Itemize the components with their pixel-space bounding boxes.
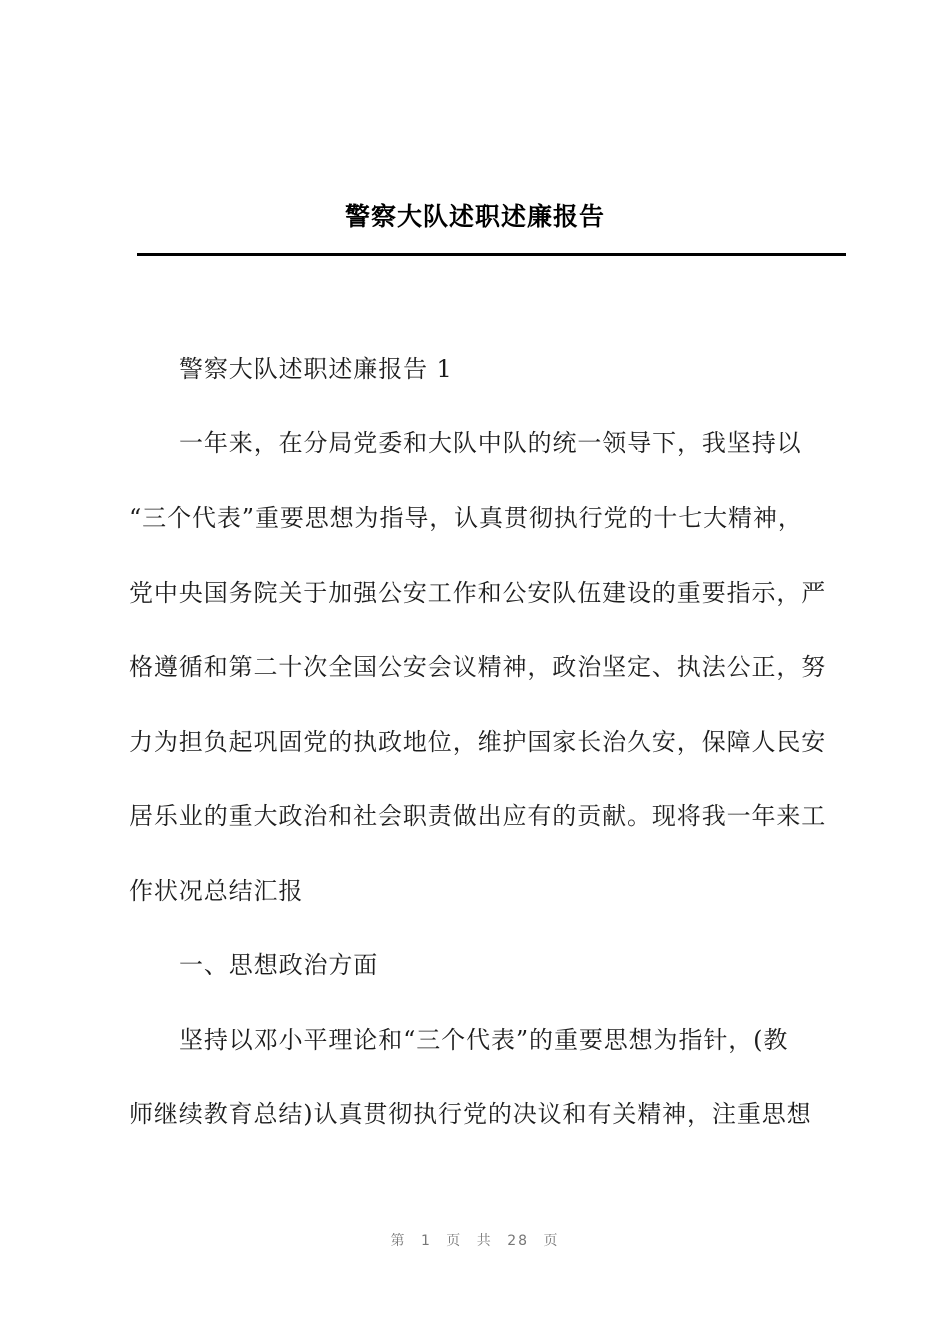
paragraph-line: “三个代表”重要思想为指导，认真贯彻执行党的十七大精神， [129,504,803,532]
paragraph-line: 师继续教育总结)认真贯彻执行党的决议和有关精神，注重思想 [129,1100,812,1128]
section-heading: 警察大队述职述廉报告 1 [179,355,453,383]
paragraph-line: 作状况总结汇报 [129,877,304,905]
page-number: 第 1 页 共 28 页 [390,1233,560,1249]
paragraph-line: 一年来，在分局党委和大队中队的统一领导下，我坚持以 [179,429,802,457]
paragraph-line: 坚持以邓小平理论和“三个代表”的重要思想为指针，(教 [179,1026,789,1054]
paragraph-line: 党中央国务院关于加强公安工作和公安队伍建设的重要指示，严 [129,579,827,607]
paragraph-line: 居乐业的重大政治和社会职责做出应有的贡献。现将我一年来工 [129,802,827,830]
paragraph-line: 力为担负起巩固党的执政地位，维护国家长治久安，保障人民安 [129,728,827,756]
document-title: 警察大队述职述廉报告 [344,202,605,231]
paragraph-line: 格遵循和第二十次全国公安会议精神，政治坚定、执法公正，努 [129,653,827,681]
section-heading: 一、思想政治方面 [179,951,379,979]
title-divider [137,253,846,256]
